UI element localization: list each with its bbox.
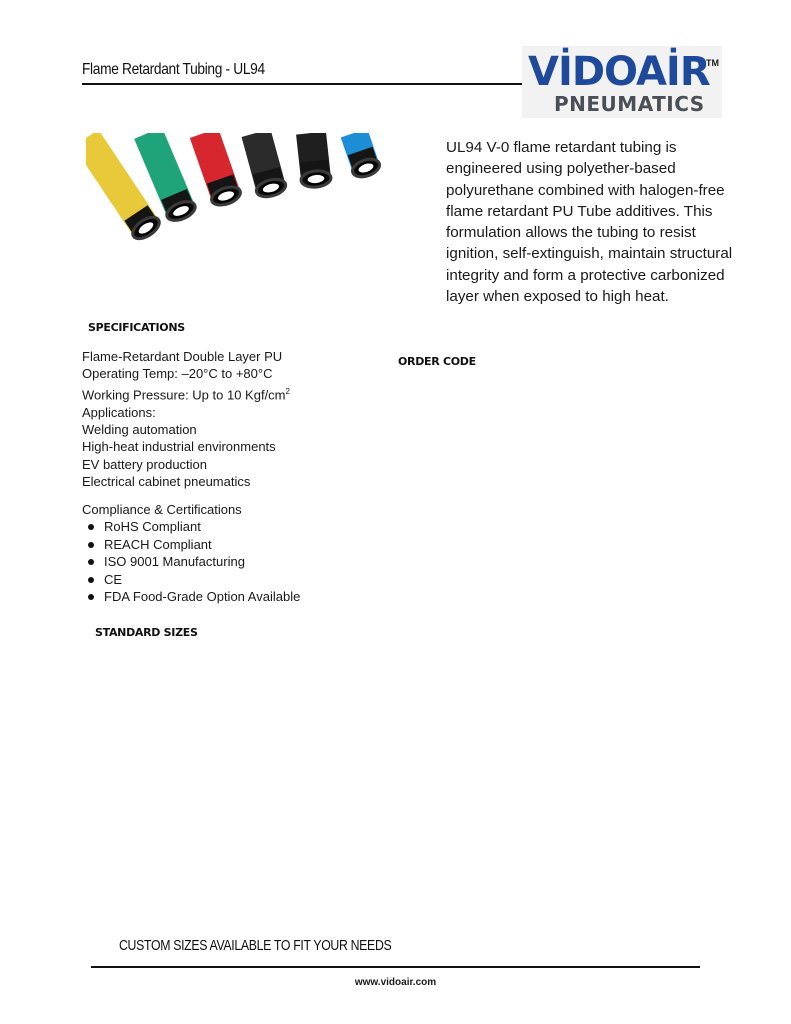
logo-subtitle: PNEUMATICS [554,92,705,116]
website-link[interactable]: www.vidoair.com [354,977,437,988]
compliance-item-text: RoHS Compliant [104,519,201,535]
compliance-item-text: ISO 9001 Manufacturing [104,554,245,570]
footer-divider [91,966,700,968]
document-title: Flame Retardant Tubing - UL94 [82,61,265,78]
spec-applications-label: Applications: [82,404,156,420]
specifications-heading: SPECIFICATIONS [88,321,185,334]
spec-material: Flame-Retardant Double Layer PU [82,349,283,364]
application-item: Electrical cabinet pneumatics [82,474,251,490]
bullet-icon [88,594,94,600]
standard-sizes-heading: STANDARD SIZES [95,626,198,639]
header-divider [82,83,524,85]
compliance-item [82,536,300,553]
compliance-item-text: FDA Food-Grade Option Available [104,589,301,605]
tubing-product-image [86,133,400,251]
compliance-list [82,518,300,605]
compliance-item-text: REACH Compliant [104,536,212,552]
compliance-section [82,501,300,605]
bullet-icon [88,524,94,530]
product-description: UL94 V-0 flame retardant tubing is engineered using polyether-based polyurethane combined with halogen-free flame retardant PU Tube additives. This formulation allows the tubing to resist ignition, self-extinguish, maintain structural integrity and form a protective carbonized layer when exposed to high heat. [446,139,733,306]
compliance-item-text: CE [104,571,123,587]
application-item: Welding automation [82,421,197,437]
spec-pressure-text: Working Pressure: Up to 10 Kgf/cm [82,387,286,403]
bullet-icon [88,559,94,565]
application-item: High-heat industrial environments [82,439,276,455]
custom-sizes-note: CUSTOM SIZES AVAILABLE TO FIT YOUR NEEDS [119,937,392,954]
spec-temperature: Operating Temp: –20°C to +80°C [82,366,273,382]
compliance-item [82,571,300,588]
company-logo [522,46,722,118]
spec-pressure [82,383,290,404]
bullet-icon [88,542,94,548]
compliance-item [82,553,300,570]
compliance-item [82,518,300,535]
compliance-label: Compliance & Certifications [82,502,242,517]
logo-wordmark: VİDOAİR [528,49,710,95]
trademark-mark: TM [706,58,719,68]
order-code-heading: ORDER CODE [398,355,476,368]
bullet-icon [88,577,94,583]
application-item: EV battery production [82,456,208,472]
specifications-list [82,348,290,491]
compliance-item [82,588,300,605]
spec-pressure-superscript: 2 [285,386,290,396]
